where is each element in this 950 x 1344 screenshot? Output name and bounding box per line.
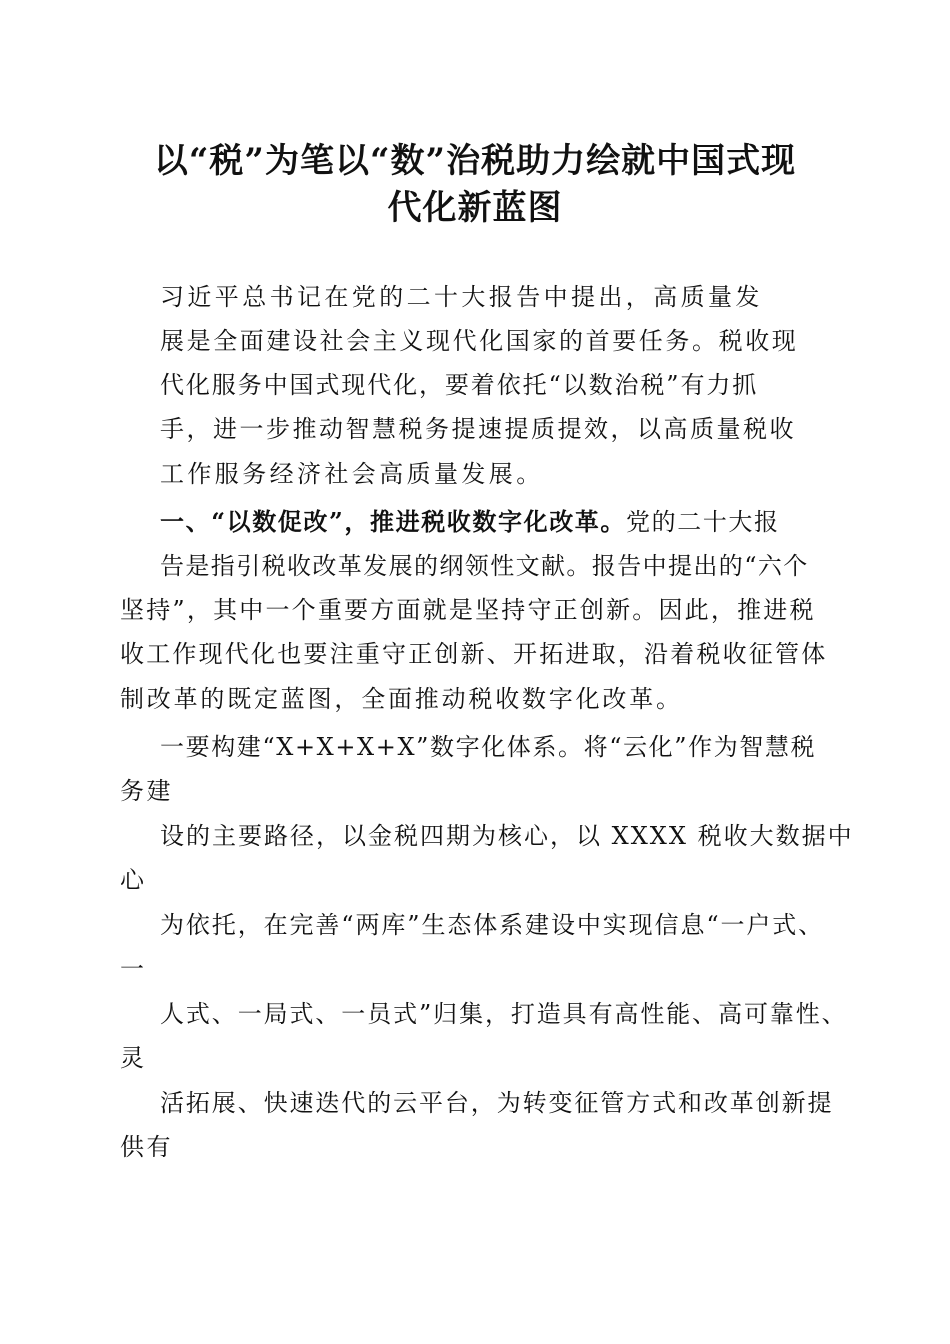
paragraph-line: 代化服务中国式现代化，要着依托“以数治税”有力抓 xyxy=(160,371,759,399)
paragraph-line: 习近平总书记在党的二十大报告中提出，高质量发 xyxy=(160,283,763,311)
section-heading-line xyxy=(160,506,780,538)
paragraph-line: 务建 xyxy=(120,777,173,805)
document-title-line-2: 代化新蓝图 xyxy=(387,188,563,228)
paragraph-line: 告是指引税收改革发展的纲领性文献。报告中提出的“六个 xyxy=(160,552,809,580)
paragraph-line: 坚持”，其中一个重要方面就是坚持守正创新。因此，推进税 xyxy=(120,596,816,624)
paragraph-line: 收工作现代化也要注重守正创新、开拓进取，沿着税收征管体 xyxy=(120,640,828,668)
paragraph-line: 展是全面建设社会主义现代化国家的首要任务。税收现 xyxy=(160,327,799,355)
paragraph-line: 人式、一局式、一员式”归集，打造具有高性能、高可靠性、 xyxy=(160,1000,848,1028)
paragraph-line: 一 xyxy=(120,955,147,983)
paragraph-line: 制改革的既定蓝图，全面推动税收数字化改革。 xyxy=(120,685,683,713)
paragraph-line: 活拓展、快速迭代的云平台，为转变征管方式和改革创新提 xyxy=(160,1089,834,1117)
paragraph-line: 供有 xyxy=(120,1133,173,1161)
paragraph-line: 为依托，在完善“两库”生态体系建设中实现信息“一户式、 xyxy=(160,911,825,939)
paragraph-line: 一要构建“X+X+X+X”数字化体系。将“云化”作为智慧税 xyxy=(160,733,817,761)
paragraph-line: 设的主要路径，以金税四期为核心，以 XXXX 税收大数据中 xyxy=(160,822,854,850)
paragraph-line: 手，进一步推动智慧税务提速提质提效，以高质量税收 xyxy=(160,415,796,443)
paragraph-line: 工作服务经济社会高质量发展。 xyxy=(160,460,544,488)
section-lead-text: 党的二十大报 xyxy=(626,508,780,536)
document-title-line-1: 以“税”为笔以“数”治税助力绘就中国式现 xyxy=(153,141,797,181)
section-heading: 一、“以数促改”，推进税收数字化改革。 xyxy=(160,507,627,536)
paragraph-line: 心 xyxy=(120,866,147,894)
paragraph-line: 灵 xyxy=(120,1044,147,1072)
